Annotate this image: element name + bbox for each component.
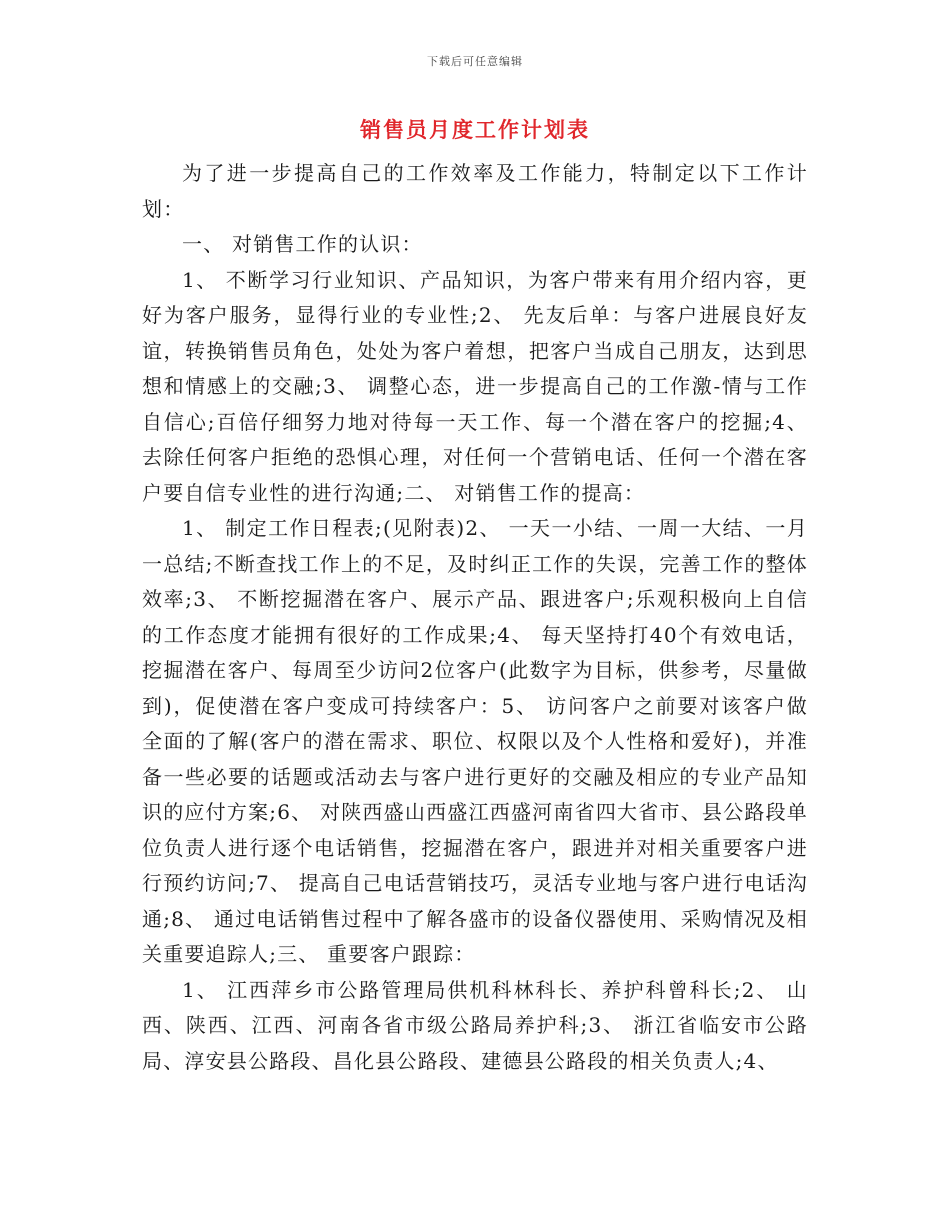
paragraph-intro: 为了进一步提高自己的工作效率及工作能力，特制定以下工作计划： [142,161,808,221]
paragraph-section-3-body: 1、 江西萍乡市公路管理局供机科林科长、养护科曾科长;2、 山西、陕西、江西、河南各省市级公路局养护科;3、 浙江省临安市公路局、淳安县公路段、昌化县公路段、建德县公路段的相关负责人;4、 [142,977,808,1073]
document-body [142,156,808,1079]
paragraph-section-1-heading: 一、 对销售工作的认识： [182,232,423,256]
paragraph-section-1-body: 1、 不断学习行业知识、产品知识，为客户带来有用介绍内容，更好为客户服务，显得行业的专业性;2、 先友后单：与客户进展良好友谊，转换销售员角色，处处为客户着想，把客户当成自己朋友，达到思想和情感上的交融;3、 调整心态，进一步提高自己的工作激-情与工作自信心;百倍仔细努力地对待每一天工作、每一个潜在客户的挖掘;4、 去除任何客户拒绝的恐惧心理，对任何一个营销电话、任何一个潜在客户要自信专业性的进行沟通;二、 对销售工作的提高： [142,267,808,505]
paragraph-section-2-body: 1、 制定工作日程表;(见附表)2、 一天一小结、一周一大结、一月一总结;不断查找工作上的不足，及时纠正工作的失误，完善工作的整体效率;3、 不断挖掘潜在客户、展示产品、跟进客户;乐观积极向上自信的工作态度才能拥有很好的工作成果;4、 每天坚持打40个有效电话，挖掘潜在客户、每周至少访问2位客户(此数字为目标，供参考，尽量做到)，促使潜在客户变成可持续客户：5、 访问客户之前要对该客户做全面的了解(客户的潜在需求、职位、权限以及个人性格和爱好)，并准备一些必要的话题或活动去与客户进行更好的交融及相应的专业产品知识的应付方案;6、 对陕西盛山西盛江西盛河南省四大省市、县公路段单位负责人进行逐个电话销售，挖掘潜在客户，跟进并对相关重要客户进行预约访问;7、 提高自己电话营销技巧，灵活专业地与客户进行电话沟通;8、 通过电话销售过程中了解各盛市的设备仪器使用、采购情况及相关重要追踪人;三、 重要客户跟踪： [142,516,808,966]
page-header-note: 下载后可任意编辑 [427,55,523,68]
document-title: 销售员月度工作计划表 [360,118,590,142]
